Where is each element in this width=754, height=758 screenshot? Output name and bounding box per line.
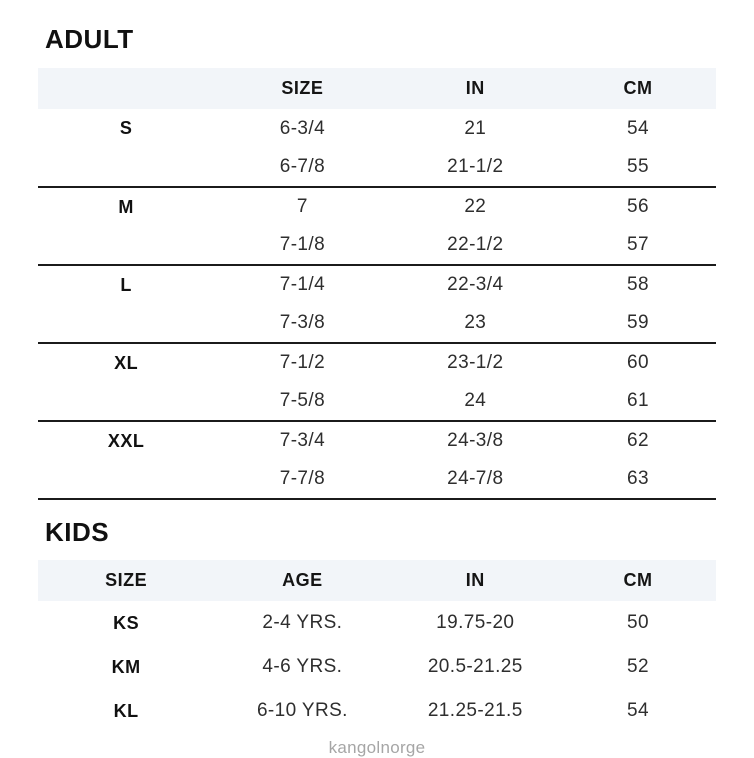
adult-cm-cell: 55 <box>560 148 716 187</box>
adult-inches-cell: 21-1/2 <box>391 148 561 187</box>
adult-table-row <box>38 187 716 226</box>
adult-cm-cell: 57 <box>560 226 716 265</box>
adult-table-row <box>38 304 716 343</box>
kids-inches-cell: 20.5-21.25 <box>427 656 523 677</box>
kids-table-row <box>38 601 716 645</box>
adult-table-row <box>38 226 716 265</box>
kids-table-header-row <box>38 560 716 601</box>
adult-inches-cell: 23-1/2 <box>447 352 504 373</box>
adult-inches-cell: 22 <box>464 196 487 217</box>
kids-col-in: IN <box>391 560 561 601</box>
adult-table-row <box>38 382 716 421</box>
adult-size-table <box>38 68 716 500</box>
adult-table-row <box>38 460 716 499</box>
adult-hat-size-cell: 6-3/4 <box>279 117 326 139</box>
adult-table-row <box>38 265 716 304</box>
kids-inches-cell: 21.25-21.5 <box>427 700 523 721</box>
kids-size-label-cell: KL <box>113 700 139 721</box>
adult-table-row <box>38 343 716 382</box>
adult-hat-size-cell: 7-5/8 <box>214 382 390 421</box>
adult-cm-cell: 56 <box>627 196 649 217</box>
adult-size-label-cell: M <box>118 196 134 217</box>
adult-size-label-cell: XL <box>114 352 139 373</box>
adult-inches-cell: 24-3/8 <box>447 430 504 451</box>
adult-hat-size-cell: 7-1/8 <box>214 226 390 265</box>
adult-col-size: SIZE <box>214 68 390 109</box>
adult-hat-size-cell: 7 <box>296 196 308 217</box>
adult-cm-cell: 62 <box>627 430 649 451</box>
adult-hat-size-cell: 7-3/4 <box>279 430 326 451</box>
adult-table-row <box>38 148 716 187</box>
kids-table-row <box>38 645 716 689</box>
kids-col-cm: CM <box>560 560 716 601</box>
adult-cm-cell: 58 <box>627 274 649 295</box>
kids-col-age: AGE <box>214 560 390 601</box>
kids-section-title: KIDS <box>45 517 110 547</box>
kids-inches-cell: 19.75-20 <box>436 612 515 633</box>
adult-size-label-cell <box>38 382 214 421</box>
kids-col-size: SIZE <box>38 560 214 601</box>
adult-size-label-cell <box>38 460 214 499</box>
adult-size-label-cell <box>38 226 214 265</box>
adult-table-header-row <box>38 68 716 109</box>
adult-inches-cell: 23 <box>391 304 561 343</box>
kids-size-table <box>38 560 716 733</box>
adult-hat-size-cell: 7-1/4 <box>279 274 326 295</box>
kids-cm-cell: 54 <box>627 700 649 721</box>
adult-size-label-cell <box>38 304 214 343</box>
adult-hat-size-cell: 7-3/8 <box>214 304 390 343</box>
adult-inches-cell: 24 <box>391 382 561 421</box>
adult-cm-cell: 63 <box>560 460 716 499</box>
kids-cm-cell: 50 <box>627 612 649 633</box>
kids-size-label-cell: KS <box>113 612 140 633</box>
adult-col-cm: CM <box>560 68 716 109</box>
kids-table-row <box>38 689 716 733</box>
adult-section-title: ADULT <box>45 24 134 54</box>
adult-hat-size-cell: 7-1/2 <box>279 352 326 373</box>
adult-cm-cell: 54 <box>627 117 649 139</box>
adult-size-label-cell: XXL <box>107 430 145 451</box>
adult-size-label-cell <box>38 148 214 187</box>
adult-inches-cell: 22-3/4 <box>447 274 504 295</box>
kids-cm-cell: 52 <box>627 656 649 677</box>
kids-age-cell: 4-6 YRS. <box>262 656 343 677</box>
adult-cm-cell: 59 <box>560 304 716 343</box>
adult-col-in: IN <box>391 68 561 109</box>
adult-inches-cell: 24-7/8 <box>391 460 561 499</box>
adult-cm-cell: 60 <box>627 352 649 373</box>
adult-table-row <box>38 421 716 460</box>
adult-hat-size-cell: 6-7/8 <box>214 148 390 187</box>
adult-size-label-cell: S <box>119 118 133 138</box>
adult-cm-cell: 61 <box>560 382 716 421</box>
adult-inches-cell: 22-1/2 <box>391 226 561 265</box>
footer-brand: kangolnorge <box>328 738 426 757</box>
adult-col-blank <box>38 68 214 109</box>
kids-size-label-cell: KM <box>111 656 141 677</box>
adult-size-label-cell: L <box>120 274 132 295</box>
adult-inches-cell: 21 <box>464 117 487 139</box>
kids-age-cell: 2-4 YRS. <box>262 612 343 633</box>
adult-table-row <box>38 109 716 148</box>
kids-age-cell: 6-10 YRS. <box>256 700 348 721</box>
adult-hat-size-cell: 7-7/8 <box>214 460 390 499</box>
